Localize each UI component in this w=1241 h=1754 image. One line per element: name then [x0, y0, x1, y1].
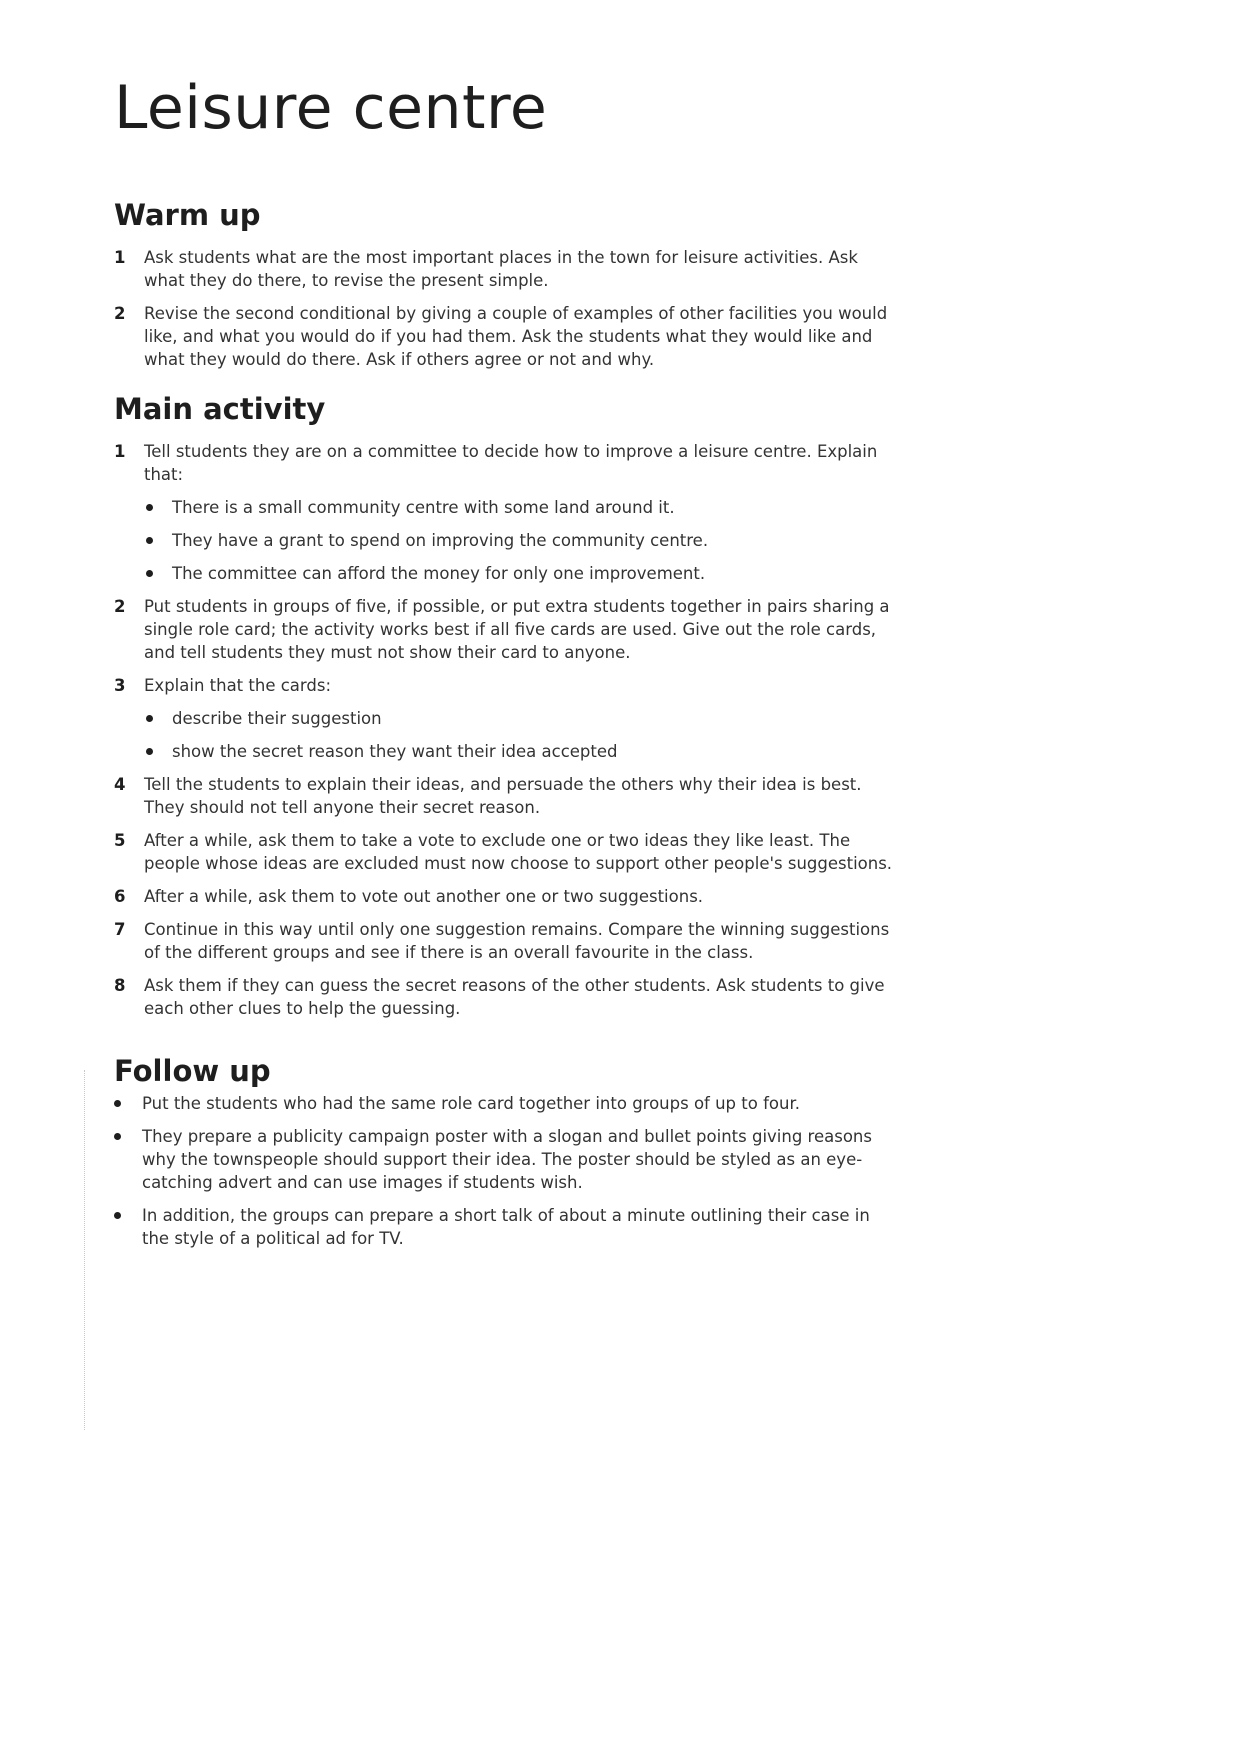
bullet-item: The committee can afford the money for only one improvement. — [144, 562, 894, 585]
item-number: 8 — [114, 975, 126, 995]
item-text: Continue in this way until only one suggestion remains. Compare the winning suggestions of the different groups and see if there is an overall favourite in the class. — [144, 919, 890, 962]
bullet-item: There is a small community centre with some land around it. — [144, 496, 894, 519]
list-item — [114, 974, 894, 1020]
sub-bullet-list — [144, 707, 894, 763]
item-number: 7 — [114, 919, 126, 939]
main-activity-heading: Main activity — [114, 392, 326, 426]
item-number: 3 — [114, 675, 126, 695]
item-text: After a while, ask them to vote out another one or two suggestions. — [144, 886, 704, 906]
list-item — [114, 773, 894, 819]
list-item — [114, 440, 894, 585]
bullet-item: They have a grant to spend on improving the community centre. — [144, 529, 894, 552]
item-text: Explain that the cards: — [144, 675, 332, 695]
item-number: 2 — [114, 596, 126, 616]
warm-up-list — [114, 246, 894, 371]
item-number: 1 — [114, 247, 126, 267]
warm-up-section — [114, 200, 894, 381]
list-item — [114, 918, 894, 964]
item-text: Tell the students to explain their ideas, and persuade the others why their idea is best. They should not tell anyone their secret reason. — [144, 774, 862, 817]
item-text: After a while, ask them to take a vote to exclude one or two ideas they like least. The people whose ideas are excluded must now choose to support other people's suggestions. — [144, 830, 893, 873]
list-item — [114, 885, 894, 908]
main-activity-section — [114, 394, 894, 1030]
sub-bullet-list — [144, 496, 894, 585]
warm-up-heading: Warm up — [114, 198, 261, 232]
follow-up-section — [114, 1056, 894, 1260]
item-number: 4 — [114, 774, 126, 794]
list-item — [114, 246, 894, 292]
bullet-item: show the secret reason they want their idea accepted — [144, 740, 894, 763]
item-text: Ask them if they can guess the secret reasons of the other students. Ask students to give each other clues to help the guessing. — [144, 975, 885, 1018]
bullet-item: Put the students who had the same role card together into groups of up to four. — [114, 1092, 894, 1115]
scan-margin-mark — [84, 1070, 86, 1430]
list-item — [114, 595, 894, 664]
page-title: Leisure centre — [114, 73, 548, 143]
item-text: Revise the second conditional by giving a couple of examples of other facilities you would like, and what you would do if you had them. Ask the students what they would like and what they would do there. Ask if others agree or not and why. — [144, 303, 888, 369]
bullet-item: describe their suggestion — [144, 707, 894, 730]
follow-up-list — [114, 1092, 894, 1250]
item-number: 2 — [114, 303, 126, 323]
list-item — [114, 674, 894, 763]
main-activity-list — [114, 440, 894, 1020]
item-number: 1 — [114, 441, 126, 461]
item-text: Ask students what are the most important places in the town for leisure activities. Ask what they do there, to revise the present simple. — [144, 247, 858, 290]
item-number: 6 — [114, 886, 126, 906]
follow-up-heading: Follow up — [114, 1054, 271, 1088]
list-item — [114, 302, 894, 371]
item-text: Put students in groups of five, if possible, or put extra students together in pairs sharing a single role card; the activity works best if all five cards are used. Give out the role cards, and tell students they must not show their card to anyone. — [144, 596, 890, 662]
item-number: 5 — [114, 830, 126, 850]
list-item — [114, 829, 894, 875]
bullet-item: They prepare a publicity campaign poster with a slogan and bullet points giving reasons why the townspeople should support their idea. The poster should be styled as an eye-catching advert and can use images if students wish. — [114, 1125, 894, 1194]
bullet-item: In addition, the groups can prepare a short talk of about a minute outlining their case in the style of a political ad for TV. — [114, 1204, 894, 1250]
item-text: Tell students they are on a committee to decide how to improve a leisure centre. Explain that: — [144, 441, 878, 484]
